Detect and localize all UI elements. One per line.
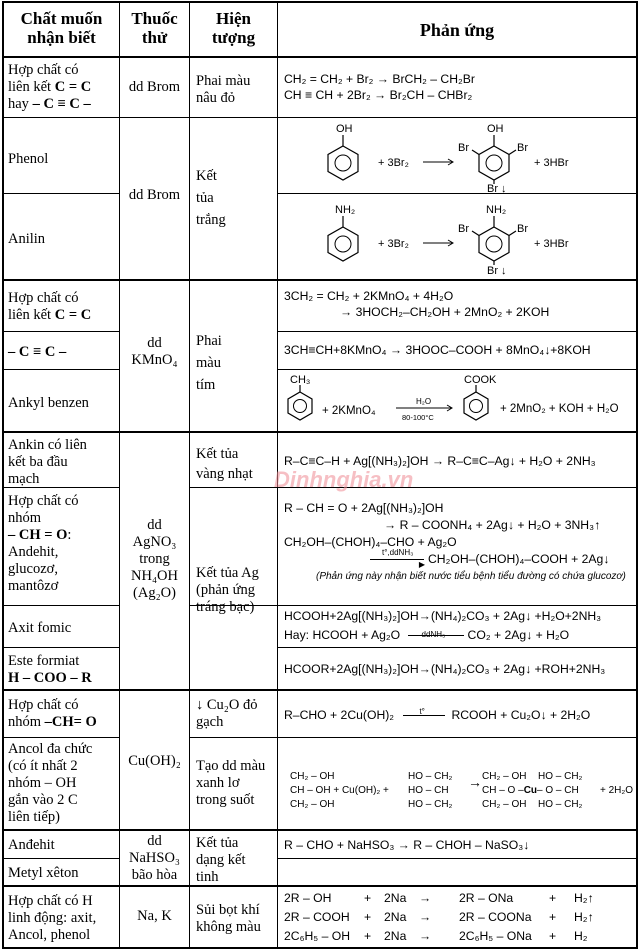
header-substance: Chất muốn nhận biết — [20, 9, 103, 47]
phenomenon-crystalline: Kết tủa dạng kết tinh — [196, 835, 246, 885]
sodium-equation-row — [284, 889, 630, 908]
equation-term: 2C₆H₅ – OH — [284, 929, 351, 943]
substance-polyol: Ancol đa chức (có ít nhất 2 nhóm – OH gắn vào 2 C liên tiếp) — [8, 741, 93, 825]
identification-table — [2, 1, 638, 949]
reaction-phenol-bromination — [278, 118, 636, 193]
svg-text:Br ↓: Br ↓ — [487, 183, 507, 193]
substance-phenol: Phenol — [8, 151, 49, 167]
equation-term: 2R – OH — [284, 891, 332, 905]
reaction-glycerol-cuoh2: CH₂ – OH CH – OH + Cu(OH)₂ + CH₂ – OH HO – CH₂ HO – CH HO – CH₂ → CH₂ – OH CH – O –Cu– O – CH CH₂ – OH HO – CH₂ HO – CH₂ + 2H₂O — [290, 771, 634, 810]
equation-term: 2C₆H₅ – ONa — [459, 929, 532, 943]
reaction-silver-mirror: R – CH = O + 2Ag[(NH₃)₂]OH → R – COONH₄ + 2Ag↓ + H₂O + 3NH₃↑ CH₂OH–(CHOH)₄–CHO + Ag₂O t°,ddNH₃ ▶ CH₂OH–(CHOH)₄–COOH + 2Ag↓ (Phản ứng này nhận biết nước tiểu bệnh tiểu đường có chứa glucozơ) — [284, 501, 626, 582]
equation-term: + — [364, 910, 372, 924]
reagent-bromine-2: dd Brom — [128, 187, 181, 203]
equation-term: 2R – ONa — [459, 891, 514, 905]
phenomenon-gas-bubbles: Sủi bọt khí không màu — [196, 902, 261, 935]
header-reagent: Thuốc thử — [131, 9, 178, 47]
toluene-structure — [288, 374, 312, 420]
watermark: Dinhnghia.vn — [274, 467, 414, 492]
header-phenomenon: Hiện tượng — [211, 9, 256, 47]
reagent-kmno4: dd KMnO₄ — [131, 335, 178, 368]
equation-term: 2Na — [384, 910, 407, 924]
reagent-bromine-1: dd Brom — [128, 79, 181, 95]
svg-text:+ 2KMnO₄: + 2KMnO₄ — [322, 405, 376, 417]
svg-text:CH₃: CH₃ — [290, 374, 311, 386]
substance-active-hydrogen: Hợp chất có H linh động: axit, Ancol, phenol — [8, 893, 97, 943]
equation-term: + — [549, 891, 557, 905]
substance-alkene-alkyne: Hợp chất có liên kết C = C hay – C ≡ C – — [8, 62, 92, 112]
phenomenon-white-precipitate: Kết tủa trắng — [196, 168, 226, 228]
reagent-copper-hydroxide: Cu(OH)₂ — [128, 753, 181, 769]
substance-aldehyde: Hợp chất có nhóm – CH = O: Andehit, glucozơ, mantôzơ — [8, 493, 79, 594]
reaction-formic-acid: HCOOH+2Ag[(NH₃)₂]OH→(NH₄)₂CO₃ + 2Ag↓ +H₂O+2NH₃ Hay: HCOOH + Ag₂O ddNH₃ CO₂ + 2Ag↓ + H₂O — [284, 609, 602, 642]
equation-term: H₂↑ — [574, 891, 594, 905]
sodium-equation-row — [284, 927, 630, 946]
substance-formate-ester: Este formiat H – COO – R — [8, 653, 92, 686]
reaction-arrow — [423, 159, 453, 165]
tribromoaniline-structure — [458, 204, 528, 277]
substance-alkyne-kmno4: – C ≡ C – — [8, 344, 67, 360]
aniline-structure — [328, 204, 358, 261]
svg-text:COOK: COOK — [464, 374, 497, 386]
reaction-ethylene-kmno4: 3CH₂ = CH₂ + 2KMnO₄ + 4H₂O → 3HOCH₂–CH₂OH + 2MnO₂ + 2KOH — [284, 289, 550, 319]
substance-terminal-alkyne: Ankin có liên kết ba đầu mạch — [8, 437, 87, 487]
svg-text:Br: Br — [458, 142, 469, 154]
svg-text:H₂O: H₂O — [416, 397, 432, 406]
equation-term: → — [419, 891, 432, 905]
svg-text:+ 2MnO₂ + KOH + H₂O: + 2MnO₂ + KOH + H₂O — [500, 403, 619, 415]
potassium-benzoate-structure — [464, 374, 497, 420]
reaction-toluene-kmno4 — [278, 370, 636, 431]
reaction-bromine-addition: CH₂ = CH₂ + Br₂ → BrCH₂ – CH₂Br CH ≡ CH + 2Br₂ → Br₂CH – CHBr₂ — [284, 72, 475, 102]
reaction-sodium — [278, 889, 636, 946]
substance-methyl-ketone: Metyl xêton — [8, 865, 79, 881]
phenomenon-blue-solution: Tạo dd màu xanh lơ trong suốt — [196, 758, 266, 808]
phenol-bromination-diagram — [278, 118, 636, 193]
equation-term: → — [419, 910, 432, 924]
substance-aldehyde-cuoh2: Hợp chất có nhóm –CH= O — [8, 697, 97, 730]
reagent-sodium-potassium: Na, K — [137, 908, 172, 924]
nh2-label: NH₂ — [335, 204, 356, 216]
equation-term: → — [419, 929, 432, 943]
equation-term: + — [364, 891, 372, 905]
plus-3hbr: + 3HBr — [534, 157, 569, 169]
equation-term: H₂↑ — [574, 910, 594, 924]
svg-text:Br: Br — [517, 142, 528, 154]
phenomenon-decolor-brown: Phai màu nâu đỏ — [196, 73, 251, 106]
svg-text:NH₂: NH₂ — [486, 204, 507, 216]
substance-alkene-kmno4: Hợp chất có liên kết C = C — [8, 290, 92, 323]
tribromophenol-structure — [458, 123, 528, 193]
reaction-alkyne-silver: R–C≡C–H + Ag[(NH₃)₂]OH → R–C≡C–Ag↓ + H₂O + 2NH₃ — [284, 454, 596, 468]
reaction-acetylene-kmno4: 3CH≡CH+8KMnO₄ → 3HOOC–COOH + 8MnO₄↓+8KOH — [284, 343, 591, 357]
svg-text:OH: OH — [487, 123, 504, 135]
svg-text:Br: Br — [458, 223, 469, 235]
svg-text:Br: Br — [517, 223, 528, 235]
svg-text:Br ↓: Br ↓ — [487, 265, 507, 277]
reaction-bisulfite: R – CHO + NaHSO₃ → R – CHOH – NaSO₃↓ — [284, 838, 530, 852]
svg-text:+ 3Br₂: + 3Br₂ — [378, 238, 409, 250]
equation-term: 2R – COOH — [284, 910, 350, 924]
toluene-oxidation-diagram — [278, 370, 636, 431]
equation-term: + — [549, 910, 557, 924]
equation-term: + — [364, 929, 372, 943]
sodium-equation-row — [284, 908, 630, 927]
equation-term: 2Na — [384, 929, 407, 943]
substance-aniline: Anilin — [8, 231, 46, 247]
oh-label: OH — [336, 123, 353, 135]
substance-formic-acid: Axit fomic — [8, 620, 72, 636]
phenomenon-brick-red: ↓ Cu₂O đỏ gạch — [196, 697, 258, 730]
reagent-sodium-bisulfite: dd NaHSO₃ bão hòa — [129, 833, 180, 883]
svg-text:80-100°C: 80-100°C — [402, 413, 434, 422]
reaction-formate-ester: HCOOR+2Ag[(NH₃)₂]OH→(NH₄)₂CO₃ + 2Ag↓ +ROH+2NH₃ — [284, 662, 606, 676]
substance-alkylbenzene: Ankyl benzen — [8, 395, 89, 411]
equation-term: + — [549, 929, 557, 943]
reaction-aldehyde-cuoh2: R–CHO + 2Cu(OH)₂ t° RCOOH + Cu₂O↓ + 2H₂O — [284, 707, 591, 722]
phenomenon-decolor-purple: Phai màu tím — [196, 333, 222, 393]
reaction-arrow — [423, 240, 453, 246]
svg-text:+ 3HBr: + 3HBr — [534, 238, 569, 250]
equation-term: 2Na — [384, 891, 407, 905]
equation-term: H₂ — [574, 929, 588, 943]
plus-3br2: + 3Br₂ — [378, 157, 409, 169]
equation-term: 2R – COONa — [459, 910, 532, 924]
phenomenon-silver-mirror: Kết tủa Ag (phản ứng tráng bạc) — [196, 565, 259, 615]
header-reaction: Phản ứng — [419, 21, 495, 40]
aniline-bromination-diagram — [278, 194, 636, 279]
phenomenon-pale-yellow: Kết tủa vàng nhạt — [196, 446, 253, 482]
reagent-silver-nitrate: dd AgNO₃ trong NH₄OH (Ag₂O) — [131, 517, 178, 601]
phenol-structure — [328, 123, 358, 180]
substance-aldehyde-bisulfite: Anđehit — [8, 837, 55, 853]
reaction-aniline-bromination — [278, 194, 636, 279]
